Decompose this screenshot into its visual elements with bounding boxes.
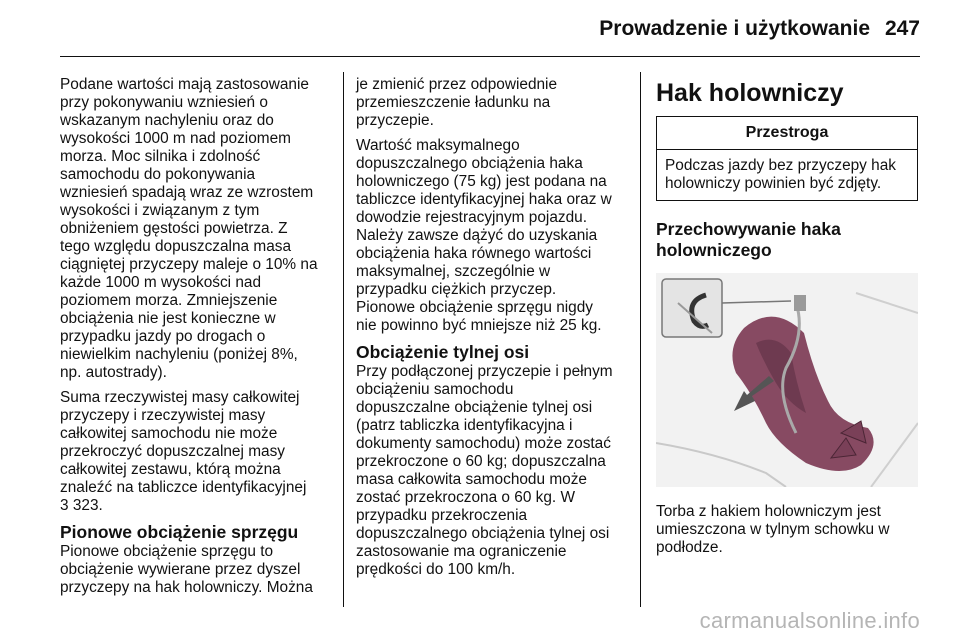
text-line: Podane wartości mają zastosowanie [60,76,309,93]
watermark: carmanualsonline.info [699,608,920,633]
text-line: maksymalnej, szczególnie w [356,263,551,280]
text-line: całkowitej zestawu, którą można [60,461,281,478]
warning-body [657,150,917,200]
text-line: Podczas jazdy bez przyczepy hak [665,157,896,174]
col1-paragraph-1 [60,76,335,382]
text-line: każde 1000 m wysokości nad [60,274,262,291]
text-line: holowniczego (75 kg) jest podana na [356,173,607,190]
text-line: obciążenie wywierane przez dyszel [60,561,301,578]
strap-anchor [794,295,806,311]
text-line: (patrz tabliczka identyfikacyjna i [356,417,573,434]
text-line: obciążenia nie jest konieczne w [60,310,276,327]
reference-page: 323. [72,497,103,514]
col2-paragraph-1 [356,76,636,130]
reference-arrow-icon: 3 [60,497,69,514]
text-line: przyczepie. [356,112,434,129]
text-line: samochodu do pokonywania [60,166,256,183]
text-line: np. autostrady). [60,364,167,381]
page-number: 247 [884,17,920,40]
text-line: wysokości i związanym z tym [60,202,260,219]
section-heading-vertical-load: Pionowe obciążenie sprzęgu [60,522,299,542]
text-line: obciążeniu samochodu [356,381,514,398]
warning-title: Przestroga [657,117,917,150]
tow-hook-bag-illustration [656,273,918,487]
text-line: dopuszczalnego obciążenia tylnej osi [356,525,610,542]
section-title-tow-hook: Hak holowniczy [656,79,844,107]
text-line: dopuszczalne obciążenie tylnej osi [356,399,593,416]
text-line: Torba z hakiem holowniczym jest [656,503,881,520]
column-2 [356,76,636,586]
text-line: dopuszczalnego obciążenia haka [356,155,583,172]
section-heading-rear-axle: Obciążenie tylnej osi [356,342,530,362]
col2-paragraph-2 [356,137,636,335]
text-line: obciążenia haka równego wartości [356,245,592,262]
column-divider-2 [640,72,641,607]
text-line: zostać przekroczona o 60 kg. W [356,489,575,506]
text-line: umieszczona w tylnym schowku w [656,521,890,538]
text-line: wskazanym nachyleniu oraz do [60,112,274,129]
column-3 [656,78,920,557]
text-line: dowodzie rejestracyjnym pojazdu. [356,209,587,226]
text-line: tabliczce identyfikacyjnej haka oraz w [356,191,612,208]
col1-paragraph-2 [60,389,335,515]
text-line: przekroczyć dopuszczalnej masy [60,443,285,460]
text-line: poziomem morza. Zmniejszenie [60,292,278,309]
text-line: ciągniętej przyczepy maleje o 10% na [60,256,318,273]
text-line: przyczepy i rzeczywistej masy [60,407,266,424]
running-header-title: Prowadzenie i użytkowanie [599,17,870,40]
column-1 [60,76,335,604]
text-line: dokumenty samochodu) może zostać [356,435,611,452]
text-line: masa całkowita samochodu może [356,471,587,488]
text-line: Wartość maksymalnego [356,137,520,154]
text-line: znaleźć na tabliczce identyfikacyjnej [60,479,307,496]
col1-paragraph-3 [60,543,335,597]
text-line: przypadku ciężkich przyczep. [356,281,557,298]
text-line: przy pokonywaniu wzniesień o [60,94,268,111]
text-line: przypadku jazdy po drogach o [60,328,266,345]
text-line: tego względu dopuszczalna masa [60,238,292,255]
text-line: całkowitej samochodu nie może [60,425,278,442]
text-line: wysokości 1000 m nad poziomem [60,130,291,147]
text-line: przypadku przekroczenia [356,507,528,524]
text-line: prędkości do 100 km/h. [356,561,516,578]
column-divider-1 [343,72,344,607]
figure-caption [656,503,920,557]
header-rule [60,56,920,57]
warning-box [656,116,918,201]
text-line: zastosowanie ma ograniczenie [356,543,567,560]
text-line: holowniczy powinien być zdjęty. [665,175,882,192]
text-line: Należy zawsze dążyć do uzyskania [356,227,598,244]
text-line: morza. Moc silnika i zdolność [60,148,261,165]
text-line: Suma rzeczywistej masy całkowitej [60,389,300,406]
page-reference[interactable] [60,497,335,515]
text-line: je zmienić przez odpowiednie [356,76,558,93]
text-line: przyczepy na hak holowniczy. Można [60,579,313,596]
bag-in-compartment-drawing [656,273,918,487]
text-line: Przy podłączonej przyczepie i pełnym [356,363,613,380]
text-line: przemieszczenie ładunku na [356,94,551,111]
col2-paragraph-3 [356,363,636,579]
text-line: wzniesień spadają wraz ze wzrostem [60,184,314,201]
text-line: holowniczego [656,240,772,260]
text-line: Przechowywanie haka [656,219,841,239]
text-line: nie powinno być mniejsze niż 25 kg. [356,317,602,334]
text-line: przekroczone o 60 kg; dopuszczalna [356,453,606,470]
text-line: obniżeniem gęstości powietrza. Z [60,220,288,237]
text-line: Pionowe obciążenie sprzęgu nigdy [356,299,593,316]
text-line: niewielkim nachyleniu (poniżej 8%, [60,346,298,363]
subsection-heading-storage [656,219,920,261]
text-line: podłodze. [656,539,723,556]
text-line: Pionowe obciążenie sprzęgu to [60,543,274,560]
